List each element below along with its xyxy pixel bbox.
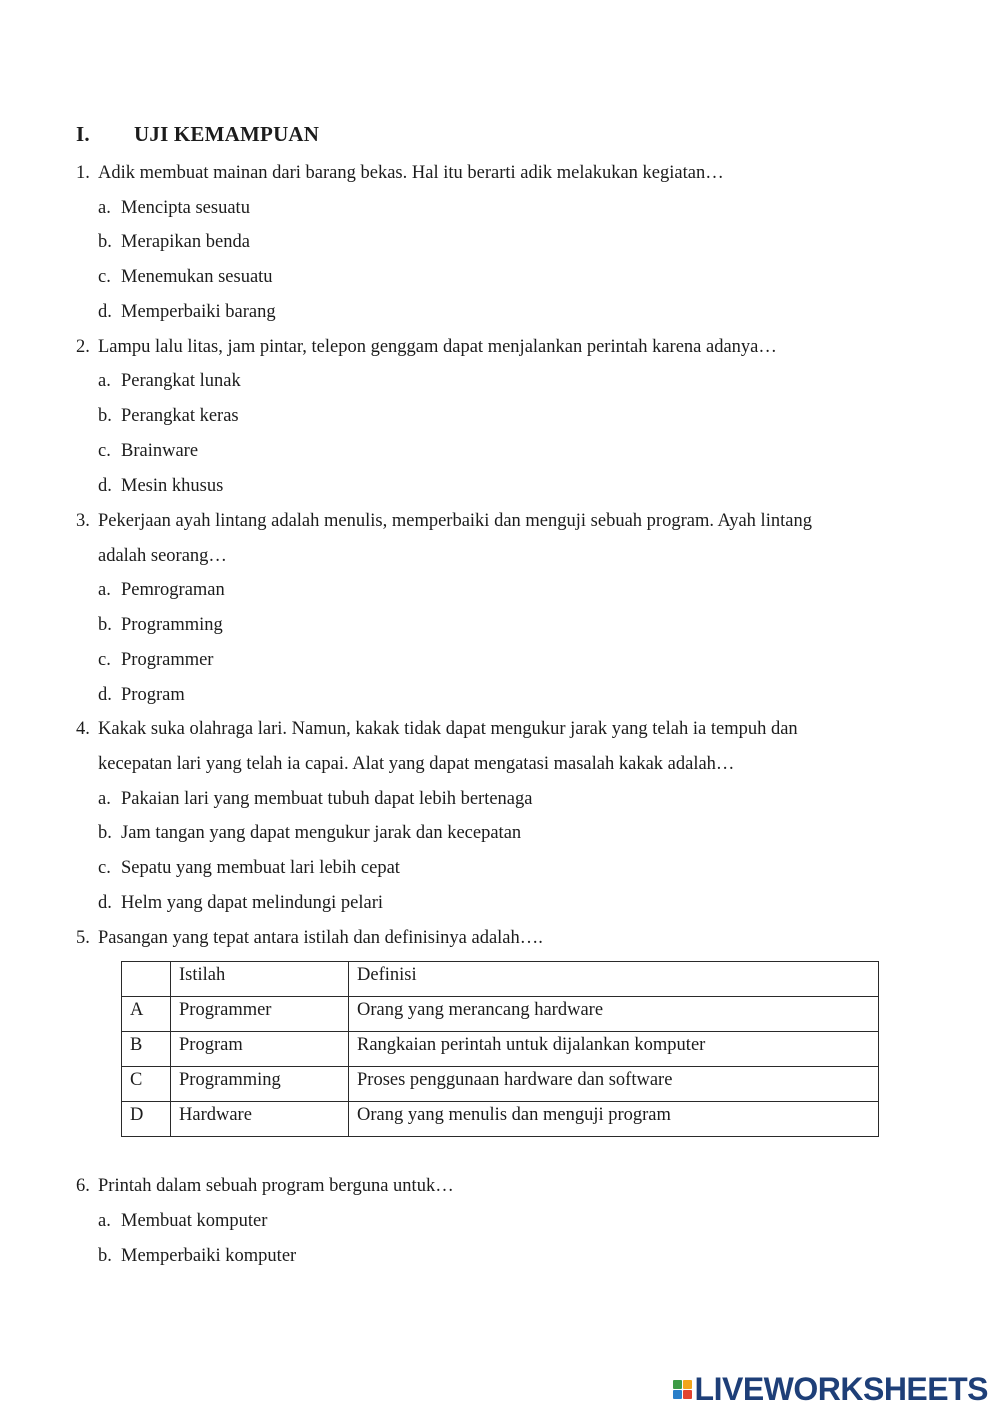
question-3 [76,510,812,532]
option-text: Brainware [121,441,199,461]
option-2a[interactable] [98,370,241,392]
table-cell-definition: Orang yang menulis dan menguji program [349,1102,879,1137]
option-text: Pakaian lari yang membuat tubuh dapat lebih bertenaga [121,789,533,809]
table-cell-option: A [122,997,171,1032]
option-letter: a. [98,580,111,600]
table-row[interactable] [122,1067,879,1102]
table-row[interactable] [122,997,879,1032]
question-number: 6. [76,1176,90,1196]
table-cell-term: Hardware [171,1102,349,1137]
option-text: Jam tangan yang dapat mengukur jarak dan kecepatan [121,823,522,843]
option-text: Sepatu yang membuat lari lebih cepat [121,858,400,878]
option-6a[interactable] [98,1210,267,1232]
option-text: Programming [121,615,223,635]
question-number: 5. [76,928,90,948]
option-3d[interactable] [98,684,185,706]
section-heading [76,122,319,147]
option-letter: b. [98,406,112,426]
question-text: Kakak suka olahraga lari. Namun, kakak tidak dapat mengukur jarak yang telah ia tempuh dan [98,719,798,739]
option-letter: d. [98,685,112,705]
definition-table [121,961,879,1137]
option-text: Perangkat lunak [121,371,241,391]
question-1 [76,162,724,184]
option-text: Programmer [121,650,214,670]
option-text: Mesin khusus [121,476,224,496]
section-title: UJI KEMAMPUAN [134,122,320,146]
option-letter: d. [98,302,112,322]
option-3a[interactable] [98,579,225,601]
table-cell-term: Programming [171,1067,349,1102]
option-letter: c. [98,858,111,878]
option-text: Memperbaiki komputer [121,1246,297,1266]
table-cell-definition: Orang yang merancang hardware [349,997,879,1032]
option-text: Program [121,685,185,705]
option-letter: b. [98,1246,112,1266]
table-cell-term: Programmer [171,997,349,1032]
option-letter: a. [98,789,111,809]
table-cell-definition: Rangkaian perintah untuk dijalankan komputer [349,1032,879,1067]
liveworksheets-mark-icon [673,1380,692,1399]
option-4d[interactable] [98,892,383,914]
question-3-continuation: adalah seorang… [98,546,227,566]
table-cell-option: D [122,1102,171,1137]
option-letter: c. [98,650,111,670]
option-1d[interactable] [98,301,276,323]
option-letter: b. [98,232,112,252]
option-letter: c. [98,267,111,287]
table-cell-definition: Proses penggunaan hardware dan software [349,1067,879,1102]
question-4-continuation: kecepatan lari yang telah ia capai. Alat yang dapat mengatasi masalah kakak adalah… [98,754,735,774]
section-number: I. [76,122,90,146]
option-letter: d. [98,893,112,913]
question-number: 2. [76,337,90,357]
option-text: Mencipta sesuatu [121,198,250,218]
option-letter: a. [98,371,111,391]
table-cell-option: B [122,1032,171,1067]
option-2b[interactable] [98,405,239,427]
option-text: Merapikan benda [121,232,250,252]
option-letter: a. [98,1211,111,1231]
question-text: Pekerjaan ayah lintang adalah menulis, memperbaiki dan menguji sebuah program. Ayah lintang [98,511,812,531]
option-4c[interactable] [98,857,400,879]
question-number: 3. [76,511,90,531]
mark-square [683,1390,692,1399]
option-1a[interactable] [98,197,250,219]
question-text: Pasangan yang tepat antara istilah dan definisinya adalah…. [98,928,543,948]
option-6b[interactable] [98,1245,296,1267]
option-2d[interactable] [98,475,223,497]
option-text: Menemukan sesuatu [121,267,273,287]
option-letter: b. [98,823,112,843]
option-1c[interactable] [98,266,273,288]
option-text: Perangkat keras [121,406,239,426]
question-text: Printah dalam sebuah program berguna untuk… [98,1176,454,1196]
question-4 [76,718,798,740]
option-4a[interactable] [98,788,532,810]
option-text: Pemrograman [121,580,225,600]
table-header-cell: Istilah [171,962,349,997]
table-cell-option: C [122,1067,171,1102]
option-letter: a. [98,198,111,218]
question-5 [76,927,543,949]
mark-square [673,1380,682,1389]
liveworksheets-logo[interactable] [673,1371,988,1408]
option-4b[interactable] [98,822,521,844]
logo-text: LIVEWORKSHEETS [694,1371,988,1407]
option-letter: b. [98,615,112,635]
question-text: Adik membuat mainan dari barang bekas. Hal itu berarti adik melakukan kegiatan… [98,163,724,183]
option-text: Membuat komputer [121,1211,268,1231]
table-row[interactable] [122,1032,879,1067]
mark-square [673,1390,682,1399]
option-text: Memperbaiki barang [121,302,276,322]
option-letter: d. [98,476,112,496]
table-cell-term: Program [171,1032,349,1067]
option-3c[interactable] [98,649,213,671]
table-header-row [122,962,879,997]
option-text: Helm yang dapat melindungi pelari [121,893,384,913]
table-row[interactable] [122,1102,879,1137]
option-letter: c. [98,441,111,461]
option-2c[interactable] [98,440,198,462]
question-number: 4. [76,719,90,739]
question-text: Lampu lalu litas, jam pintar, telepon genggam dapat menjalankan perintah karena adanya… [98,337,777,357]
option-1b[interactable] [98,231,250,253]
question-2 [76,336,777,358]
question-6 [76,1175,454,1197]
table-header-cell: Definisi [349,962,879,997]
question-number: 1. [76,163,90,183]
mark-square [683,1380,692,1389]
table-header-cell [122,962,171,997]
option-3b[interactable] [98,614,223,636]
